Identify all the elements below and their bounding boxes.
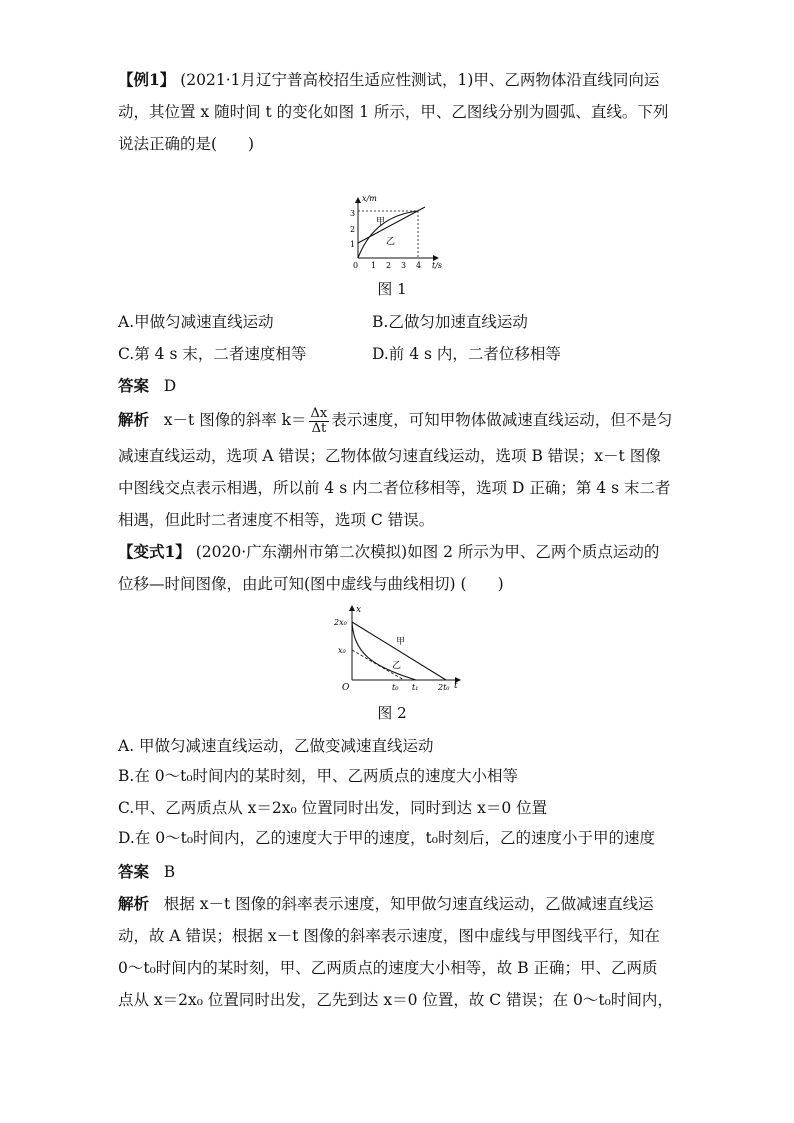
fig1-curve-jia — [358, 211, 418, 258]
fig2-x-label: t — [454, 681, 458, 691]
fig2-y-tick-2x0: 2x₀ — [334, 618, 347, 627]
option-2-a: A. 甲做匀减速直线运动，乙做变减速直线运动 — [118, 737, 434, 755]
fig1-x-tick-1: 1 — [371, 261, 377, 270]
fig1-label-yi: 乙 — [386, 237, 396, 247]
analysis-1-line-3: 中图线交点表示相遇，所以前 4 s 内二者位移相等，选项 D 正确；第 4 s 末二者 — [118, 479, 671, 497]
analysis-1-line-1: 解析 x－t 图像的斜率 k＝ $\frac{\Delta x}{\Delta t}$ 表示速度，可知甲物体做减速直线运动，但不是匀 — [118, 405, 673, 436]
option-2-b: B.在 0～t₀时间内的某时刻，甲、乙两质点的速度大小相等 — [118, 767, 519, 785]
analysis-1-line-2: 减速直线运动，选项 A 错误；乙物体做匀速直线运动，选项 B 错误；x－t 图像 — [118, 447, 661, 465]
figure-2-caption: 图 2 — [377, 704, 407, 722]
fig1-label-jia: 甲 — [376, 217, 386, 227]
option-1-a: A.甲做匀减速直线运动 — [118, 313, 274, 331]
analysis-1-line-4: 相遇，但此时二者速度不相等，选项 C 错误。 — [118, 511, 435, 529]
fig1-x-tick-0: 0 — [353, 261, 359, 270]
analysis-2-line-3: 0～t₀时间内的某时刻，甲、乙两质点的速度大小相等，故 B 正确；甲、乙两质 — [118, 959, 658, 977]
figure-1-caption: 图 1 — [377, 280, 407, 298]
variant-question-line-2: 位移—时间图像，由此可知(图中虚线与曲线相切) ( ) — [118, 575, 504, 593]
example-question-line-1: 【例1】 (2021·1月辽宁普高校招生适应性测试，1)甲、乙两物体沿直线同向运 — [118, 70, 660, 89]
fig1-y-tick-1: 1 — [350, 240, 356, 249]
example-tag: 【例1】 — [118, 70, 176, 89]
option-2-c: C.甲、乙两质点从 x＝2x₀ 位置同时出发，同时到达 x＝0 位置 — [118, 799, 548, 817]
fig1-y-tick-2: 2 — [350, 225, 356, 234]
fig2-x-tick-t0: t₀ — [392, 683, 399, 692]
fig2-origin: O — [342, 683, 350, 693]
slope-fraction: $\frac{\Delta x}{\Delta t}$ — [310, 405, 328, 436]
answer-2: 答案 B — [118, 862, 176, 881]
example-question-line-2: 动，其位置 x 随时间 t 的变化如图 1 所示，甲、乙图线分别为圆弧、直线。下列 — [118, 103, 669, 121]
fig2-label-yi: 乙 — [392, 661, 402, 671]
option-1-c: C.第 4 s 末，二者速度相等 — [118, 345, 307, 363]
fig2-x-tick-2t0: 2t₀ — [438, 683, 450, 692]
fig1-y-tick-3: 3 — [350, 209, 356, 218]
fig2-label-jia: 甲 — [396, 637, 406, 647]
answer-1: 答案 D — [118, 376, 177, 395]
variant-tag: 【变式1】 — [118, 542, 191, 561]
fig1-x-tick-4: 4 — [416, 261, 422, 270]
fig2-y-label: x — [356, 605, 362, 615]
option-1-d: D.前 4 s 内，二者位移相等 — [372, 345, 561, 363]
fig1-x-label: t/s — [432, 261, 443, 270]
analysis-2-line-1: 解析 根据 x－t 图像的斜率表示速度，知甲做匀速直线运动，乙做减速直线运 — [118, 894, 654, 913]
analysis-2-line-4: 点从 x＝2x₀ 位置同时出发，乙先到达 x＝0 位置，故 C 错误；在 0～t₀时间内， — [118, 991, 673, 1009]
fig2-line-jia — [352, 622, 446, 680]
variant-question-line-1: 【变式1】 (2020·广东潮州市第二次模拟)如图 2 所示为甲、乙两个质点运动的 — [118, 542, 660, 561]
example-question-line-3: 说法正确的是( ) — [118, 135, 255, 153]
fig2-x-tick-t1: t₁ — [412, 683, 419, 692]
option-2-d: D.在 0～t₀时间内，乙的速度大于甲的速度，t₀时刻后，乙的速度小于甲的速度 — [118, 829, 655, 847]
option-1-b: B.乙做匀加速直线运动 — [372, 313, 528, 331]
figure-2-graph — [330, 602, 470, 694]
fig1-x-tick-3: 3 — [401, 261, 407, 270]
fig1-x-tick-2: 2 — [386, 261, 392, 270]
fig2-y-tick-x0: x₀ — [338, 646, 346, 655]
fig1-y-label: x/m — [362, 194, 377, 203]
fig2-curve-yi — [352, 622, 416, 680]
analysis-2-line-2: 动，故 A 错误；根据 x－t 图像的斜率表示速度，图中虚线与甲图线平行，知在 — [118, 927, 660, 945]
figure-1-graph — [340, 192, 450, 272]
